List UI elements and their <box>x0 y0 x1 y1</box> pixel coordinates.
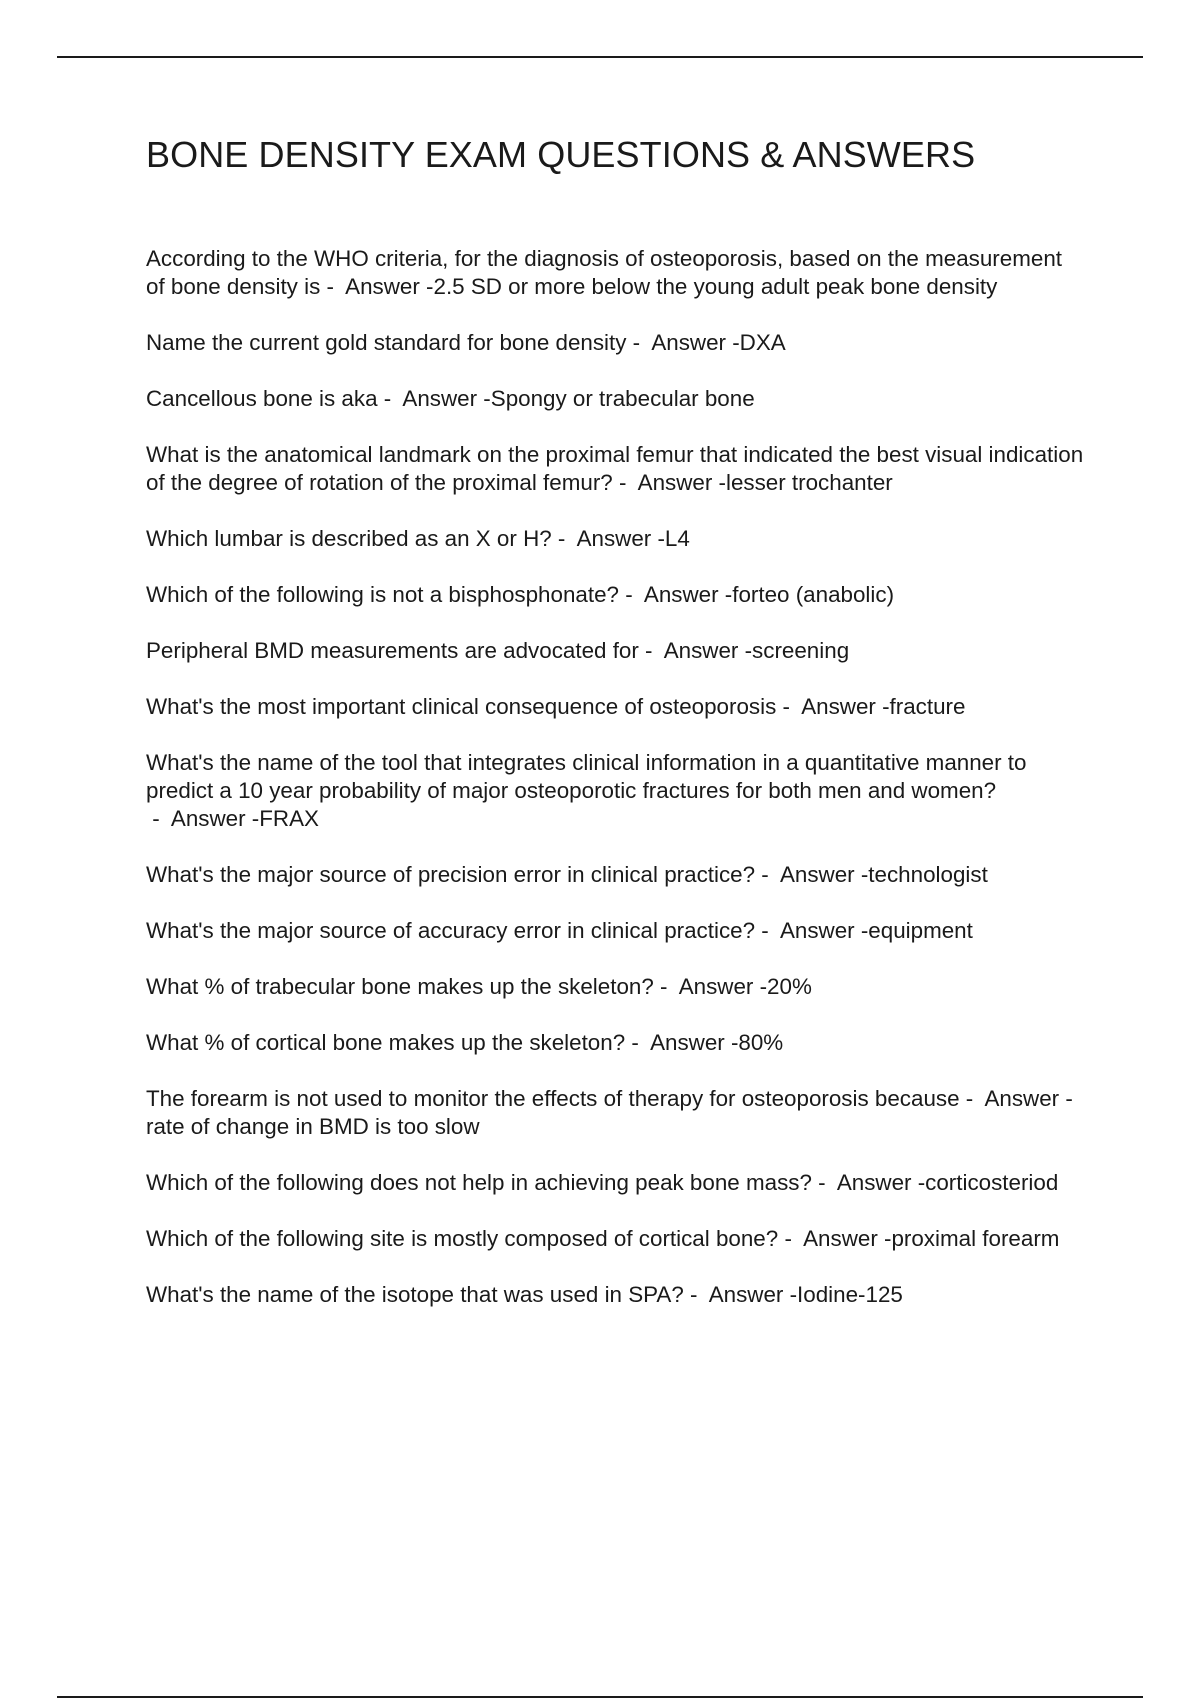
question-text: What's the name of the tool that integrates clinical information in a quantitative manner to predict a 10 year probability of major osteoporotic fractures for both men and women? <box>146 750 1027 803</box>
question-text: Which of the following does not help in achieving peak bone mass? <box>146 1170 812 1195</box>
answer-text: Answer -fracture <box>801 694 966 719</box>
answer-text: Answer -DXA <box>651 330 786 355</box>
answer-separator: - <box>320 274 346 299</box>
answer-text: Answer -forteo (anabolic) <box>643 582 895 607</box>
answer-separator: - <box>626 330 652 355</box>
answer-separator: - <box>625 1030 651 1055</box>
question-text: Which of the following is not a bisphosphonate? <box>146 582 619 607</box>
qa-item <box>146 1085 1086 1141</box>
answer-separator: - <box>776 694 802 719</box>
answer-separator: - <box>377 386 403 411</box>
document-body <box>146 130 1086 1337</box>
answer-text: Answer -screening <box>663 638 850 663</box>
answer-text: Answer -80% <box>650 1030 784 1055</box>
answer-text: Answer -technologist <box>779 862 988 887</box>
question-text: What's the major source of accuracy error in clinical practice? <box>146 918 756 943</box>
question-text: Cancellous bone is aka <box>146 386 378 411</box>
qa-list <box>146 245 1086 1309</box>
answer-separator: - <box>755 862 780 887</box>
answer-separator: - <box>619 582 644 607</box>
answer-text: Answer -proximal forearm <box>803 1226 1060 1251</box>
question-text: What % of cortical bone makes up the skeleton? <box>146 1030 626 1055</box>
question-text: Peripheral BMD measurements are advocated for <box>146 638 639 663</box>
qa-item <box>146 861 1086 889</box>
question-text: What is the anatomical landmark on the proximal femur that indicated the best visual indication of the degree of rotation of the proximal femur? <box>146 442 1084 495</box>
qa-item <box>146 441 1086 497</box>
answer-separator: - <box>683 1282 709 1307</box>
qa-item <box>146 917 1086 945</box>
qa-item <box>146 581 1086 609</box>
question-text: The forearm is not used to monitor the effects of therapy for osteoporosis because <box>146 1086 960 1111</box>
answer-text: Answer -20% <box>678 974 812 999</box>
answer-separator: - <box>146 806 171 831</box>
answer-text: Answer -equipment <box>779 918 973 943</box>
document-title: BONE DENSITY EXAM QUESTIONS & ANSWERS <box>146 134 976 175</box>
qa-item <box>146 637 1086 665</box>
answer-separator: - <box>811 1170 837 1195</box>
qa-item <box>146 749 1086 833</box>
question-text: Which lumbar is described as an X or H? <box>146 526 552 551</box>
question-text: What's the major source of precision error in clinical practice? <box>146 862 756 887</box>
question-text: What's the name of the isotope that was used in SPA? <box>146 1282 684 1307</box>
question-text: Name the current gold standard for bone density <box>146 330 627 355</box>
answer-separator: - <box>778 1226 804 1251</box>
answer-separator: - <box>638 638 664 663</box>
answer-separator: - <box>612 470 638 495</box>
answer-separator: - <box>551 526 577 551</box>
qa-item <box>146 245 1086 301</box>
qa-item <box>146 385 1086 413</box>
qa-item <box>146 1169 1086 1197</box>
answer-text: Answer -Spongy or trabecular bone <box>402 386 755 411</box>
qa-item <box>146 329 1086 357</box>
answer-separator: - <box>959 1086 985 1111</box>
answer-text: Answer -FRAX <box>170 806 319 831</box>
bottom-rule <box>57 1696 1143 1698</box>
qa-item <box>146 525 1086 553</box>
answer-text: Answer -corticosteriod <box>836 1170 1059 1195</box>
top-rule <box>57 56 1143 58</box>
qa-item <box>146 1225 1086 1253</box>
answer-text: Answer -lesser trochanter <box>637 470 893 495</box>
qa-item <box>146 1029 1086 1057</box>
qa-item <box>146 693 1086 721</box>
answer-separator: - <box>653 974 679 999</box>
answer-separator: - <box>755 918 780 943</box>
answer-text: Answer -L4 <box>576 526 690 551</box>
qa-item <box>146 973 1086 1001</box>
question-text: What's the most important clinical consequence of osteoporosis <box>146 694 777 719</box>
answer-text: Answer -rate of change in BMD is too slow <box>146 1086 1073 1139</box>
qa-item <box>146 1281 1086 1309</box>
answer-text: Answer -2.5 SD or more below the young adult peak bone density <box>345 274 998 299</box>
answer-text: Answer -Iodine-125 <box>708 1282 903 1307</box>
question-text: According to the WHO criteria, for the diagnosis of osteoporosis, based on the measurement of bone density is <box>146 246 1062 299</box>
question-text: What % of trabecular bone makes up the skeleton? <box>146 974 654 999</box>
question-text: Which of the following site is mostly composed of cortical bone? <box>146 1226 779 1251</box>
